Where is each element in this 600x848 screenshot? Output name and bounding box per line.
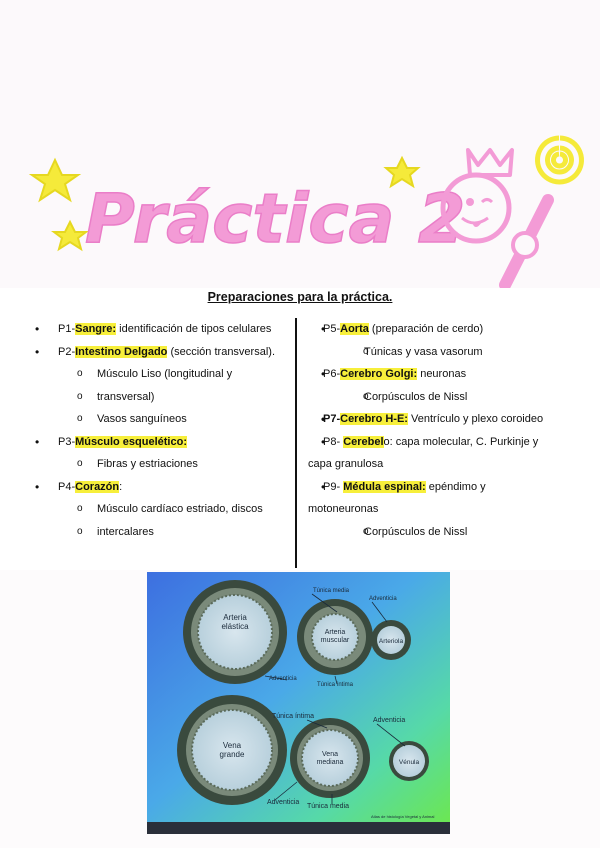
sub-item: o Músculo Liso (longitudinal y xyxy=(22,363,290,386)
label-tunica-intima-bottom: Túnica íntima xyxy=(272,713,315,720)
swirl-icon xyxy=(538,138,582,182)
sub-item: o Túnicas y vasa vasorum xyxy=(308,341,593,364)
label-adventicia-left: Adventicia xyxy=(269,676,297,682)
item-prefix: P2- xyxy=(58,345,76,358)
left-column xyxy=(22,318,290,543)
label-tunica-media-bottom: Túnica media xyxy=(307,803,350,810)
sub-item-cont xyxy=(22,386,290,409)
sub-item: o Corpúsculos de Nissl xyxy=(308,386,593,409)
label-arteria-muscular: Arteria muscular xyxy=(320,629,350,644)
item-name: Aorta xyxy=(340,323,369,335)
item-prefix: P8- xyxy=(323,435,344,448)
item-text: : xyxy=(119,480,123,493)
column-divider xyxy=(295,318,297,568)
sub-item-text: intercalares xyxy=(97,525,154,538)
list-item-p2 xyxy=(22,341,290,364)
item-name: Cerebro H-E: xyxy=(340,413,408,425)
sub-item: o Corpúsculos de Nissl xyxy=(308,521,593,544)
label-tunica-intima-top: Túnica íntima xyxy=(317,682,354,688)
label-adventicia-bottom: Adventicia xyxy=(267,799,300,806)
item-prefix: P9- xyxy=(323,480,344,493)
label-vena-grande: Vena grande xyxy=(219,741,245,759)
item-prefix: P3- xyxy=(58,435,76,448)
list-item-p3 xyxy=(22,431,290,454)
label-credit: Atlas de histología Vegetal y Animal xyxy=(371,814,435,819)
list-item-p7 xyxy=(308,408,593,431)
item-text: identificación de tipos celulares xyxy=(116,323,272,335)
sub-item: o Fibras y estriaciones xyxy=(22,453,290,476)
item-text: epéndimo y xyxy=(425,480,486,493)
item-prefix: P5- xyxy=(323,323,341,335)
item-prefix: P6- xyxy=(323,368,341,380)
sub-item-text: transversal) xyxy=(97,390,155,403)
item-name: Corazón xyxy=(75,480,120,493)
item-text: : capa molecular, C. Purkinje y xyxy=(389,435,539,448)
list-item-p5 xyxy=(308,318,593,341)
sub-item: o Vasos sanguíneos xyxy=(22,408,290,431)
list-item-p4 xyxy=(22,476,290,499)
label-venula: Vénula xyxy=(398,759,420,766)
item-text: Ventrículo y plexo coroideo xyxy=(407,413,544,425)
wand-icon xyxy=(505,200,548,285)
item-continuation: motoneuronas xyxy=(308,503,379,515)
vena-mediana xyxy=(290,718,370,798)
list-item-p1 xyxy=(22,318,290,341)
title-banner xyxy=(0,0,600,290)
title-art xyxy=(0,0,600,290)
vessel-diagram xyxy=(147,572,450,834)
item-prefix: P7- xyxy=(323,413,341,425)
item-continuation: capa granulosa xyxy=(308,458,384,470)
label-vena-mediana: Vena mediana xyxy=(316,751,344,766)
item-name: Cerebro Golgi: xyxy=(340,368,418,380)
item-name: Sangre: xyxy=(75,323,117,335)
sub-item: o Músculo cardíaco estriado, discos xyxy=(22,498,290,521)
title-text: Práctica 2 xyxy=(85,180,466,259)
list-item-p6 xyxy=(308,363,593,386)
item-name: Intestino Delgado xyxy=(75,345,168,358)
crown-icon xyxy=(468,150,512,175)
label-tunica-media-top: Túnica media xyxy=(313,588,350,594)
star-icon xyxy=(54,222,86,249)
item-name: Músculo esquelético: xyxy=(75,435,187,448)
item-name: Médula espinal: xyxy=(343,480,426,493)
right-column xyxy=(308,318,593,543)
page-heading: Preparaciones para la práctica. xyxy=(207,290,393,304)
star-icon xyxy=(32,160,78,200)
arteria-elastica xyxy=(183,580,287,684)
label-arteria-elastica: Arteria elástica xyxy=(221,613,249,631)
label-adventicia-top: Adventicia xyxy=(369,596,397,602)
label-arteriola: Arteriola xyxy=(378,638,404,645)
item-text: (sección transversal). xyxy=(167,345,275,358)
list-item-p8 xyxy=(308,431,593,454)
list-item-p9 xyxy=(308,476,593,499)
item-name: Cerebel xyxy=(343,435,384,448)
item-text: (preparación de cerdo) xyxy=(368,323,484,335)
sub-item-cont xyxy=(22,521,290,544)
label-adventicia-bottom-right: Adventicia xyxy=(373,717,406,724)
item-prefix: P4- xyxy=(58,480,76,493)
item-text: neuronas xyxy=(417,368,467,380)
item-text: o xyxy=(383,435,390,448)
blood-vessels-photo xyxy=(147,572,450,834)
item-prefix: P1- xyxy=(58,323,76,335)
